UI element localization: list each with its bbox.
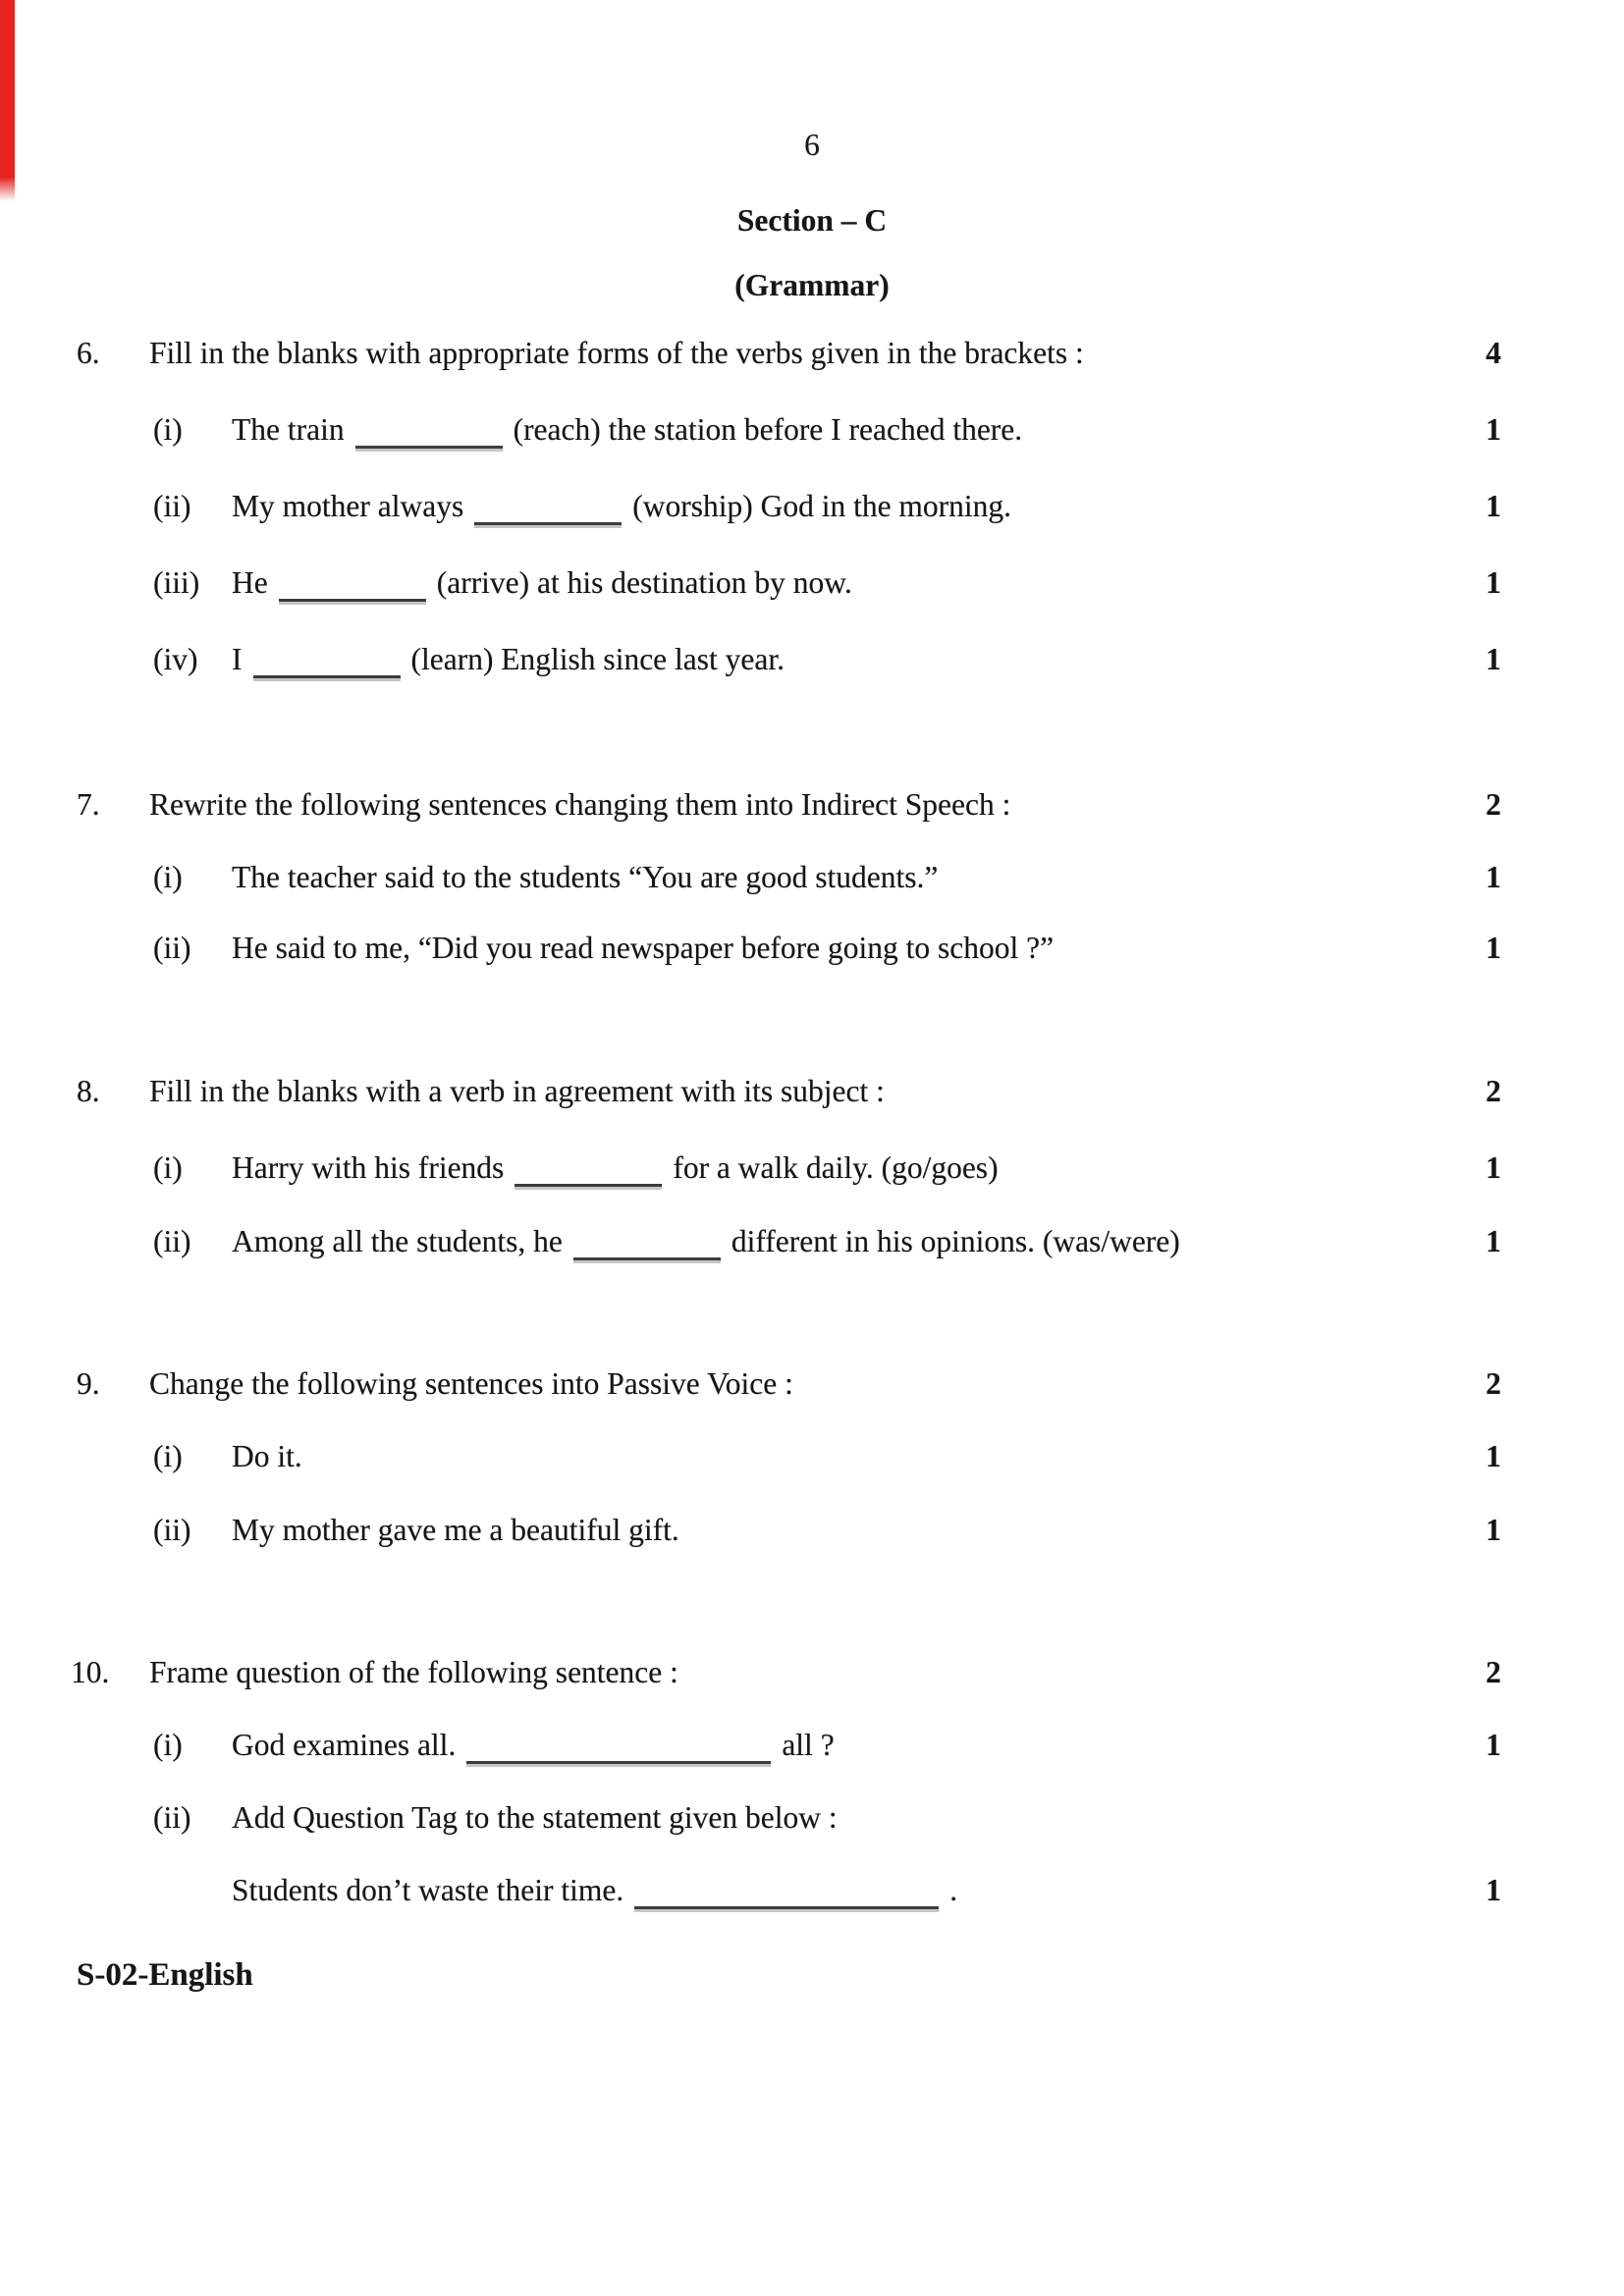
marks-value: 1	[1486, 412, 1501, 447]
marks-value: 1	[1486, 860, 1501, 894]
question-text: Fill in the blanks with appropriate forms of the verbs given in the brackets :	[149, 336, 1084, 370]
item-text: The teacher said to the students “You are good students.”	[232, 860, 939, 894]
item-label: (i)	[153, 1439, 183, 1473]
blank-line	[355, 416, 503, 449]
marks-value: 1	[1486, 1728, 1501, 1762]
item-label: (iv)	[153, 642, 198, 676]
item-label: (i)	[153, 1150, 183, 1185]
item-label: (i)	[153, 412, 183, 447]
question-10-item-ii	[0, 1796, 1624, 1840]
question-6-item-i	[0, 408, 1624, 452]
marks-value: 2	[1486, 1074, 1501, 1108]
question-number: 9.	[77, 1366, 100, 1401]
page-number-text: 6	[804, 128, 820, 162]
question-number: 8.	[77, 1074, 100, 1108]
question-9-item-i	[0, 1435, 1624, 1478]
marks-value: 1	[1486, 1873, 1501, 1907]
question-text: Fill in the blanks with a verb in agreement with its subject :	[149, 1074, 885, 1108]
question-6	[0, 332, 1624, 375]
question-number: 10.	[71, 1655, 110, 1689]
blank-line	[466, 1732, 771, 1764]
item-label: (ii)	[153, 1224, 191, 1258]
marks-value: 2	[1486, 787, 1501, 822]
section-title-text: Section – C	[736, 203, 888, 238]
marks-value: 1	[1486, 565, 1501, 600]
question-10-item-ii-statement	[0, 1869, 1624, 1912]
item-text: He (arrive) at his destination by now.	[232, 565, 852, 600]
scan-artifact-red-strip	[0, 0, 15, 201]
question-8-item-i	[0, 1147, 1624, 1190]
question-9-item-ii	[0, 1509, 1624, 1552]
section-title	[0, 199, 1624, 242]
question-text: Frame question of the following sentence :	[149, 1655, 678, 1689]
section-subtitle	[0, 264, 1624, 307]
item-label: (iii)	[153, 565, 200, 600]
marks-value: 2	[1486, 1655, 1501, 1689]
blank-line	[634, 1877, 939, 1909]
question-6-item-ii	[0, 485, 1624, 528]
blank-line	[253, 646, 401, 678]
question-text: Change the following sentences into Passive Voice :	[149, 1366, 793, 1401]
item-label: (ii)	[153, 1800, 191, 1835]
question-6-item-iii	[0, 561, 1624, 605]
item-text: I (learn) English since last year.	[232, 642, 785, 676]
item-label: (ii)	[153, 489, 191, 523]
question-number: 7.	[77, 787, 100, 822]
question-10-item-i	[0, 1724, 1624, 1767]
item-label: (ii)	[153, 931, 191, 965]
blank-line	[573, 1228, 721, 1260]
marks-value: 2	[1486, 1366, 1501, 1401]
question-10	[0, 1651, 1624, 1694]
item-label: (i)	[153, 860, 183, 894]
item-text: God examines all. all ?	[232, 1728, 835, 1762]
question-text: Rewrite the following sentences changing them into Indirect Speech :	[149, 787, 1011, 822]
marks-value: 4	[1486, 336, 1501, 370]
section-subtitle-text: (Grammar)	[734, 268, 890, 302]
item-text: The train (reach) the station before I reached there.	[232, 412, 1023, 447]
item-text: Students don’t waste their time. .	[232, 1873, 958, 1907]
item-text: My mother always (worship) God in the morning.	[232, 489, 1012, 523]
question-9	[0, 1362, 1624, 1406]
marks-value: 1	[1486, 1224, 1501, 1258]
question-7	[0, 783, 1624, 827]
marks-value: 1	[1486, 1439, 1501, 1473]
blank-line	[514, 1154, 662, 1187]
item-text: Among all the students, he different in his opinions. (was/were)	[232, 1224, 1180, 1258]
question-8	[0, 1070, 1624, 1113]
question-7-item-i	[0, 856, 1624, 899]
question-number: 6.	[77, 336, 100, 370]
question-6-item-iv	[0, 638, 1624, 681]
item-text: Add Question Tag to the statement given below :	[232, 1800, 838, 1835]
footer-paper-code: S-02-English	[77, 1957, 253, 1993]
marks-value: 1	[1486, 642, 1501, 676]
item-text: My mother gave me a beautiful gift.	[232, 1513, 679, 1547]
marks-value: 1	[1486, 1513, 1501, 1547]
page-number	[0, 124, 1624, 167]
marks-value: 1	[1486, 931, 1501, 965]
item-label: (i)	[153, 1728, 183, 1762]
marks-value: 1	[1486, 489, 1501, 523]
item-text: Do it.	[232, 1439, 302, 1473]
question-7-item-ii	[0, 927, 1624, 970]
item-text: He said to me, “Did you read newspaper before going to school ?”	[232, 931, 1055, 965]
blank-line	[279, 569, 426, 602]
blank-line	[474, 493, 622, 525]
marks-value: 1	[1486, 1150, 1501, 1185]
item-text: Harry with his friends for a walk daily. (go/goes)	[232, 1150, 999, 1185]
question-8-item-ii	[0, 1220, 1624, 1263]
item-label: (ii)	[153, 1513, 191, 1547]
